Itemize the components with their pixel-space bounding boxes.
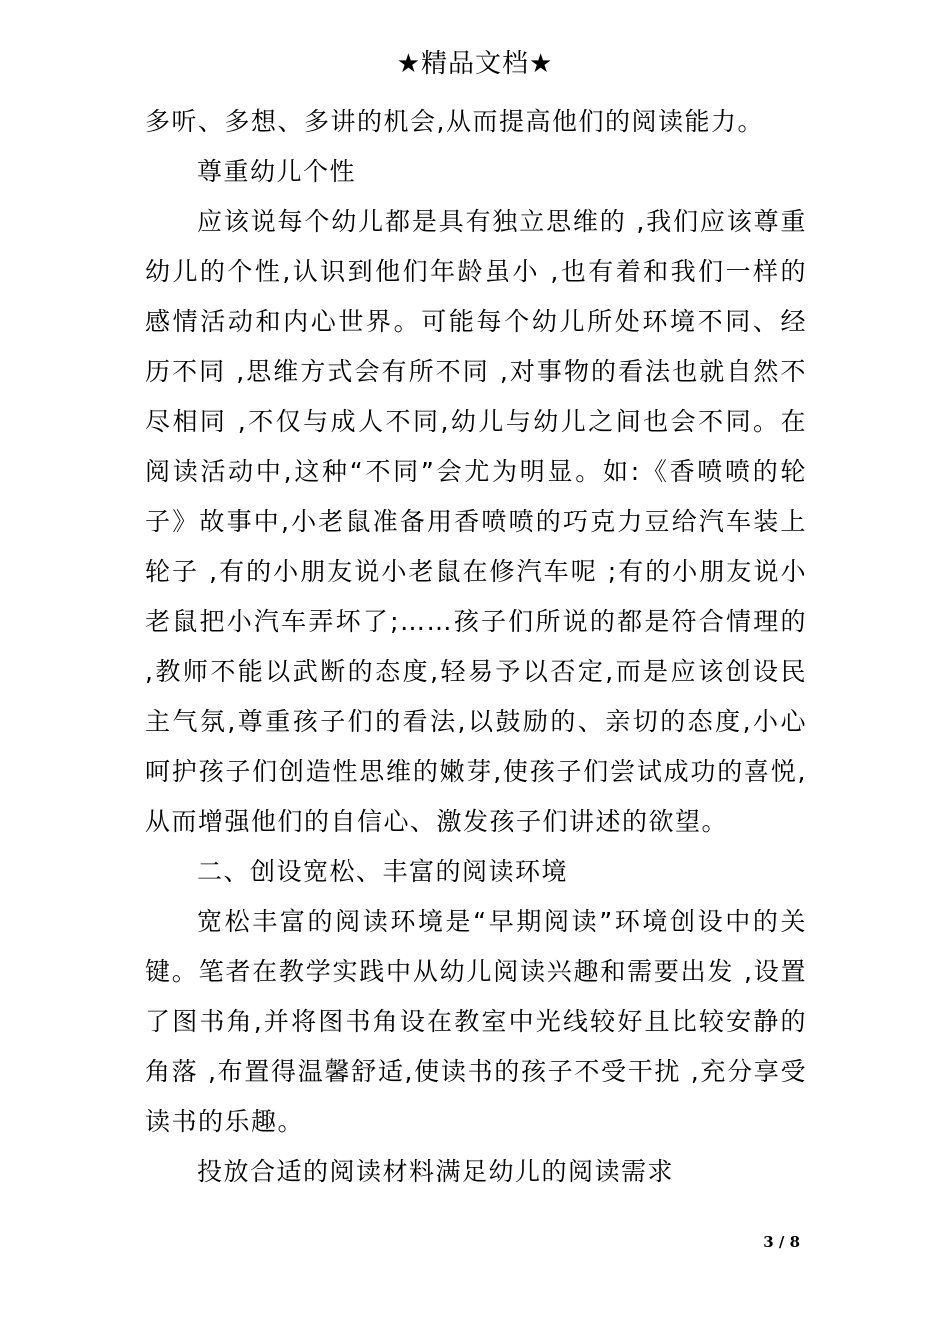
paragraph: 应该说每个幼儿都是具有独立思维的 ,我们应该尊重幼儿的个性,认识到他们年龄虽小 ,也有着和我们一样的感情活动和内心世界。可能每个幼儿所处环境不同、经历不同 ,思维方式会有所不同 ,对事物的看法也就自然不尽相同 ,不仅与成人不同,幼儿与幼儿之间也会不同。在阅读活动中,这种“不同”会尤为明显。如:《香喷喷的轮子》故事中,小老鼠准备用香喷喷的巧克力豆给汽车装上轮子 ,有的小朋友说小老鼠在修汽车呢 ;有的小朋友说小老鼠把小汽车弄坏了;……孩子们所说的都是符合情理的 ,教师不能以武断的态度,轻易予以否定,而是应该创设民主气氛,尊重孩子们的看法,以鼓励的、亲切的态度,小心呵护孩子们创造性思维的嫩芽,使孩子们尝试成功的喜悦,从而增强他们的自信心、激发孩子们讲述的欲望。 [145, 207, 807, 836]
section-heading: 尊重幼儿个性 [197, 157, 357, 186]
page-header: ★精品文档★ [396, 49, 554, 79]
document-body [145, 97, 807, 1197]
section-heading: 二、创设宽松、丰富的阅读环境 [197, 857, 569, 886]
paragraph: 宽松丰富的阅读环境是“早期阅读”环境创设中的关键。笔者在教学实践中从幼儿阅读兴趣和需要出发 ,设置了图书角,并将图书角设在教室中光线较好且比较安静的角落 ,布置得温馨舒适,使读书的孩子不受干扰 ,充分享受读书的乐趣。 [145, 907, 807, 1136]
paragraph-continuation: 多听、多想、多讲的机会,从而提高他们的阅读能力。 [145, 107, 764, 136]
page-number: 3 / 8 [763, 1233, 800, 1251]
section-heading: 投放合适的阅读材料满足幼儿的阅读需求 [197, 1157, 675, 1186]
